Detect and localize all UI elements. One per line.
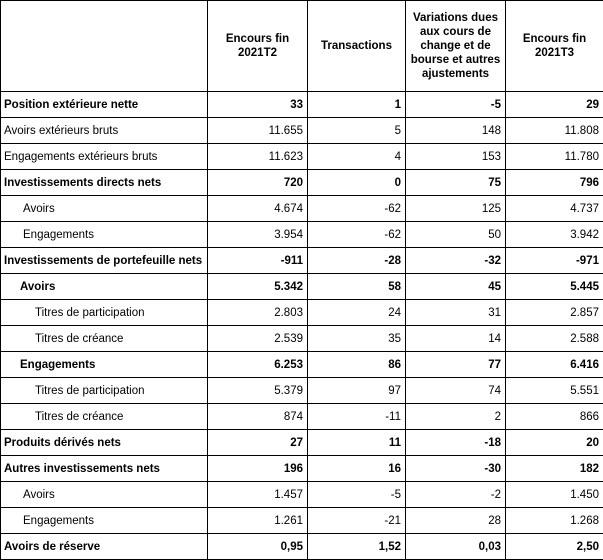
row-label: Titres de créance <box>1 404 208 430</box>
table-row <box>1 352 603 378</box>
cell-value: 97 <box>308 378 406 404</box>
cell-value: -5 <box>308 482 406 508</box>
cell-value: 866 <box>506 404 603 430</box>
cell-value: -2 <box>406 482 506 508</box>
cell-value: 35 <box>308 326 406 352</box>
cell-value: 125 <box>406 196 506 222</box>
header-cell-encours-t2: Encours fin 2021T2 <box>208 1 308 92</box>
table-row <box>1 118 603 144</box>
cell-value: -30 <box>406 456 506 482</box>
row-label: Engagements <box>1 508 208 534</box>
cell-value: -62 <box>308 196 406 222</box>
cell-value: 75 <box>406 170 506 196</box>
cell-value: -971 <box>506 248 603 274</box>
cell-value: 1.457 <box>208 482 308 508</box>
cell-value: 1.450 <box>506 482 603 508</box>
row-label: Avoirs <box>1 274 208 300</box>
cell-value: 58 <box>308 274 406 300</box>
cell-value: 874 <box>208 404 308 430</box>
cell-value: 5.551 <box>506 378 603 404</box>
cell-value: 45 <box>406 274 506 300</box>
row-label: Produits dérivés nets <box>1 430 208 456</box>
row-label: Titres de participation <box>1 300 208 326</box>
table-row <box>1 430 603 456</box>
cell-value: -28 <box>308 248 406 274</box>
cell-value: 182 <box>506 456 603 482</box>
cell-value: 1 <box>308 92 406 118</box>
header-cell-encours-t3: Encours fin 2021T3 <box>506 1 603 92</box>
cell-value: 0,95 <box>208 534 308 560</box>
cell-value: 720 <box>208 170 308 196</box>
cell-value: 4.737 <box>506 196 603 222</box>
table-row <box>1 144 603 170</box>
cell-value: -11 <box>308 404 406 430</box>
header-cell-label <box>1 1 208 92</box>
table-row <box>1 222 603 248</box>
row-label: Titres de créance <box>1 326 208 352</box>
table-row <box>1 248 603 274</box>
cell-value: 77 <box>406 352 506 378</box>
cell-value: 31 <box>406 300 506 326</box>
cell-value: 2,50 <box>506 534 603 560</box>
cell-value: 11.655 <box>208 118 308 144</box>
table-row <box>1 378 603 404</box>
header-cell-variations: Variations dues aux cours de change et de bourse et autres ajustements <box>406 1 506 92</box>
cell-value: -18 <box>406 430 506 456</box>
table-row <box>1 92 603 118</box>
table-row <box>1 274 603 300</box>
row-label: Avoirs <box>1 482 208 508</box>
cell-value: 86 <box>308 352 406 378</box>
cell-value: 5.342 <box>208 274 308 300</box>
cell-value: 28 <box>406 508 506 534</box>
cell-value: 16 <box>308 456 406 482</box>
cell-value: 50 <box>406 222 506 248</box>
cell-value: 1,52 <box>308 534 406 560</box>
cell-value: 196 <box>208 456 308 482</box>
cell-value: 1.261 <box>208 508 308 534</box>
row-label: Investissements directs nets <box>1 170 208 196</box>
header-row <box>1 1 603 92</box>
cell-value: 29 <box>506 92 603 118</box>
cell-value: 3.942 <box>506 222 603 248</box>
cell-value: 3.954 <box>208 222 308 248</box>
row-label: Engagements <box>1 222 208 248</box>
cell-value: 14 <box>406 326 506 352</box>
cell-value: -5 <box>406 92 506 118</box>
cell-value: 0,03 <box>406 534 506 560</box>
row-label: Engagements <box>1 352 208 378</box>
cell-value: 4.674 <box>208 196 308 222</box>
cell-value: -62 <box>308 222 406 248</box>
cell-value: 74 <box>406 378 506 404</box>
row-label: Autres investissements nets <box>1 456 208 482</box>
cell-value: 153 <box>406 144 506 170</box>
cell-value: 11.780 <box>506 144 603 170</box>
table-row <box>1 196 603 222</box>
row-label: Position extérieure nette <box>1 92 208 118</box>
table-row <box>1 534 603 560</box>
cell-value: 6.416 <box>506 352 603 378</box>
cell-value: 5 <box>308 118 406 144</box>
cell-value: 11 <box>308 430 406 456</box>
table-row <box>1 300 603 326</box>
cell-value: 24 <box>308 300 406 326</box>
cell-value: 4 <box>308 144 406 170</box>
cell-value: 5.379 <box>208 378 308 404</box>
table-row <box>1 508 603 534</box>
cell-value: -21 <box>308 508 406 534</box>
cell-value: 11.623 <box>208 144 308 170</box>
cell-value: 2.588 <box>506 326 603 352</box>
table-row <box>1 404 603 430</box>
cell-value: 2.857 <box>506 300 603 326</box>
cell-value: 20 <box>506 430 603 456</box>
table-row <box>1 170 603 196</box>
row-label: Engagements extérieurs bruts <box>1 144 208 170</box>
cell-value: -32 <box>406 248 506 274</box>
cell-value: 6.253 <box>208 352 308 378</box>
table-row <box>1 326 603 352</box>
cell-value: 27 <box>208 430 308 456</box>
cell-value: 2.539 <box>208 326 308 352</box>
row-label: Avoirs <box>1 196 208 222</box>
cell-value: 33 <box>208 92 308 118</box>
row-label: Avoirs de réserve <box>1 534 208 560</box>
table-row <box>1 482 603 508</box>
cell-value: 11.808 <box>506 118 603 144</box>
row-label: Titres de participation <box>1 378 208 404</box>
cell-value: 2.803 <box>208 300 308 326</box>
table-row <box>1 456 603 482</box>
cell-value: 796 <box>506 170 603 196</box>
cell-value: 1.268 <box>506 508 603 534</box>
cell-value: -911 <box>208 248 308 274</box>
cell-value: 5.445 <box>506 274 603 300</box>
cell-value: 148 <box>406 118 506 144</box>
header-cell-transactions: Transactions <box>308 1 406 92</box>
cell-value: 0 <box>308 170 406 196</box>
row-label: Investissements de portefeuille nets <box>1 248 208 274</box>
row-label: Avoirs extérieurs bruts <box>1 118 208 144</box>
cell-value: 2 <box>406 404 506 430</box>
